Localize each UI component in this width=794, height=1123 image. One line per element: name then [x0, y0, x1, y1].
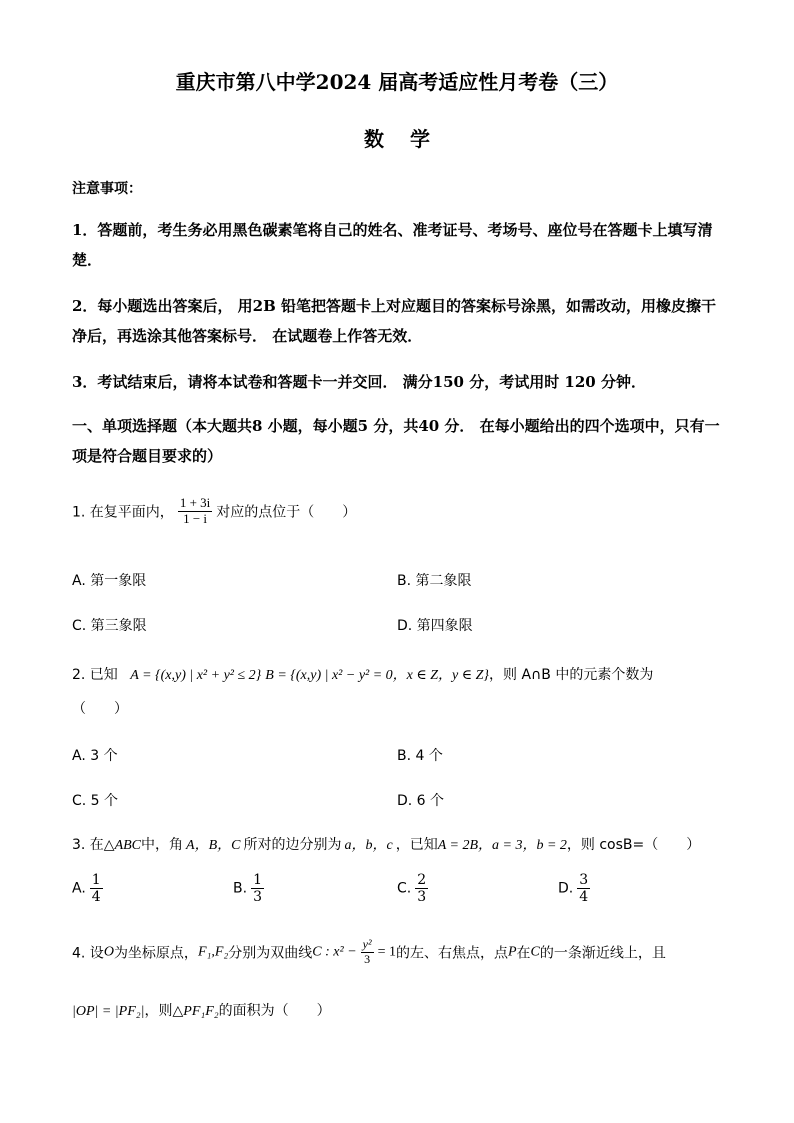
q3-opt-d-num: 3: [579, 872, 589, 888]
exam-title: 重庆市第八中学2024 届高考适应性月考卷（三）: [175, 70, 619, 94]
q3-opt-a-frac: [90, 872, 103, 905]
q3-text-known: ，已知: [395, 837, 438, 853]
notice-item-1: 1．答题前，考生务必用黑色碳素笔将自己的姓名、准考证号、考场号、座位号在答题卡上填写清楚．: [72, 221, 713, 269]
q3-option-d: [558, 872, 594, 905]
q1-frac-num: 1 + 3i: [179, 495, 211, 510]
q3-opt-c-frac: [415, 872, 428, 905]
q4-text-e: 的一条渐近线上，且: [539, 945, 666, 962]
q1-suffix: 对应的点位于（ ）: [216, 504, 357, 521]
q4-point-p: P: [507, 944, 517, 960]
question-3: [72, 834, 700, 854]
q2-set-b: B = {(x,y) | x² − y² = 0，x ∈ Z，y ∈ Z}: [265, 668, 490, 683]
q3-option-b: [233, 872, 268, 905]
q2-paren: （ ）: [72, 701, 128, 717]
q3-opt-c-den: 3: [417, 889, 427, 906]
q3-text-end: ，则 cosB=（ ）: [566, 837, 701, 853]
section-1-heading: 一、单项选择题（本大题共8 小题，每小题5 分，共40 分． 在每小题给出的四个选项中，只有一项是符合题目要求的）: [72, 417, 720, 465]
q2-set-a: A = {(x,y) | x² + y² ≤ 2}: [130, 668, 262, 683]
q1-frac-den: 1 − i: [183, 510, 208, 526]
q4-curve-pre: C : x² −: [312, 944, 357, 960]
q2-option-a: A. 3 个: [72, 748, 118, 764]
q4-foci: F₁,F₂: [197, 944, 229, 960]
q1-option-d: D. 第四象限: [397, 618, 473, 634]
q3-opt-d-label: D.: [558, 880, 574, 897]
q3-text-mid2: 所对的边分别为: [243, 837, 342, 853]
q1-option-a: A. 第一象限: [72, 573, 147, 589]
q4-text-d: 在: [516, 945, 531, 962]
q4-curve-post: = 1: [377, 944, 396, 960]
q3-opt-a-num: 1: [91, 872, 101, 888]
q1-option-c: C. 第三象限: [72, 618, 147, 634]
q3-opt-c-num: 2: [417, 872, 427, 888]
question-2: [72, 664, 653, 684]
q3-option-a: [72, 872, 107, 905]
q4-text-b: 分别为双曲线: [228, 945, 313, 962]
question-4-line-2: [72, 1000, 331, 1020]
q3-angles: A，B，C: [186, 838, 241, 853]
q3-triangle: ABC: [114, 838, 142, 853]
question-1: [72, 496, 356, 527]
q4-curve-num: y²: [362, 937, 372, 951]
q3-opt-d-frac: [577, 872, 590, 905]
subject-title: 数学: [364, 127, 456, 151]
q4-text-a: 为坐标原点，: [113, 945, 198, 962]
q3-opt-b-den: 3: [253, 889, 262, 906]
q3-opt-a-label: A.: [72, 880, 86, 897]
q4-curve-c: C: [530, 944, 540, 960]
q1-option-b: B. 第二象限: [397, 573, 472, 589]
q4-text-f: ，则△: [144, 1003, 184, 1019]
q4-text-c: 的左、右焦点，点: [395, 945, 508, 962]
q3-opt-a-den: 4: [91, 889, 101, 906]
q2-prefix: 2. 已知: [72, 667, 118, 683]
q4-triangle: PF₁F₂: [183, 1004, 219, 1019]
q4-origin: O: [103, 944, 114, 960]
q3-condition: A = 2B，a = 3，b = 2: [437, 838, 567, 853]
q4-condition: |OP| = |PF₂|: [72, 1004, 145, 1019]
notice-item-3: 3．考试结束后，请将本试卷和答题卡一并交回． 满分150 分，考试用时 120 分钟．: [72, 373, 646, 391]
q3-text-pre: 3. 在△: [72, 837, 115, 853]
notice-heading: 注意事项：: [72, 181, 142, 197]
q3-opt-b-label: B.: [233, 880, 248, 897]
q3-opt-b-frac: [251, 872, 264, 905]
q2-option-c: C. 5 个: [72, 793, 119, 809]
q2-option-d: D. 6 个: [397, 793, 445, 809]
q2-option-b: B. 4 个: [397, 748, 443, 764]
q3-sides: a，b，c: [344, 838, 393, 853]
q3-option-c: [397, 872, 432, 905]
question-4-line-1: [72, 938, 666, 967]
q1-prefix: 1. 在复平面内，: [72, 504, 174, 521]
q3-opt-d-den: 4: [579, 889, 589, 906]
q3-opt-b-num: 1: [253, 872, 262, 888]
notice-item-2: 2．每小题选出答案后， 用2B 铅笔把答题卡上对应题目的答案标号涂黑，如需改动，用橡皮擦干净后，再选涂其他答案标号． 在试题卷上作答无效．: [72, 297, 717, 345]
q4-pre: 4. 设: [72, 945, 104, 962]
q3-text-mid: 中，角: [141, 837, 184, 853]
q4-curve-frac: [361, 938, 374, 967]
q3-opt-c-label: C.: [397, 880, 412, 897]
q4-text-end: 的面积为（ ）: [218, 1003, 331, 1019]
q1-fraction: [178, 496, 212, 527]
q2-suffix: ，则 A∩B 中的元素个数为: [489, 667, 654, 683]
q4-curve-den: 3: [364, 951, 371, 966]
